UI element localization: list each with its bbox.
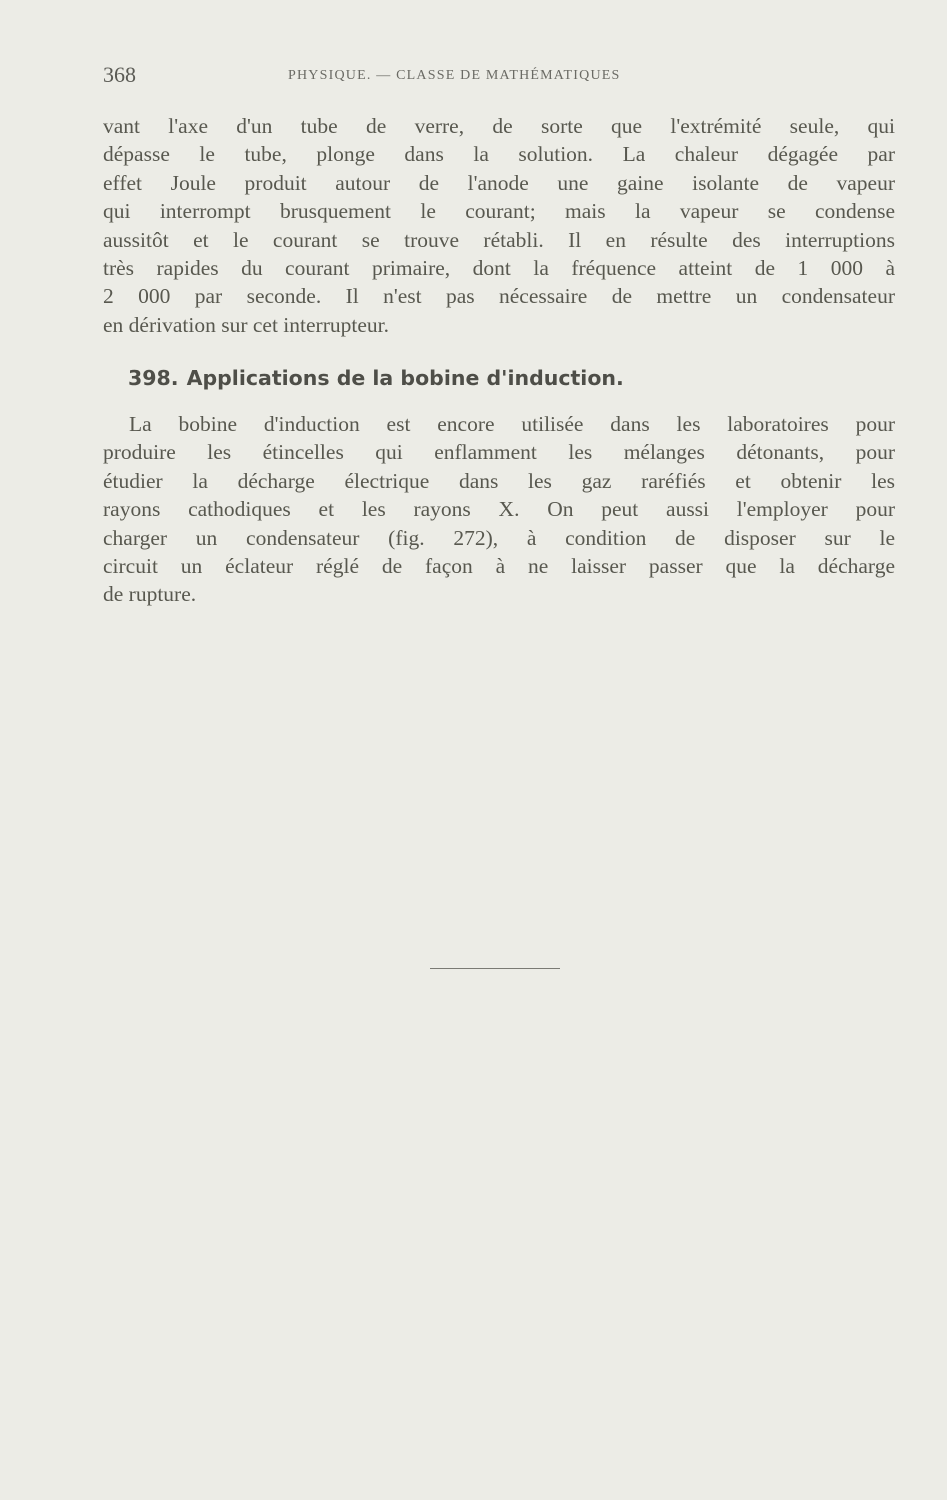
text-line: charger un condensateur (fig. 272), à condition de disposer sur le: [103, 525, 895, 550]
section-title: Applications de la bobine d'induction.: [186, 366, 624, 390]
text-line: vant l'axe d'un tube de verre, de sorte que l'extrémité seule, qui: [103, 114, 895, 138]
text-line: de rupture.: [103, 582, 197, 607]
text-line: circuit un éclateur réglé de façon à ne laisser passer que la décharge: [103, 554, 895, 579]
text-line: aussitôt et le courant se trouve rétabli. Il en résulte des interruptions: [103, 227, 895, 252]
running-head: [103, 62, 898, 92]
text-line: La bobine d'induction est encore utilisée dans les laboratoires pour: [129, 412, 895, 436]
text-line: effet Joule produit autour de l'anode une gaine isolante de vapeur: [103, 170, 895, 195]
chapter-end-rule: [430, 968, 560, 969]
text-line: dépasse le tube, plonge dans la solution. La chaleur dégagée par: [103, 142, 895, 167]
text-line: qui interrompt brusquement le courant; mais la vapeur se condense: [103, 199, 895, 224]
text-line: produire les étincelles qui enflamment les mélanges détonants, pour: [103, 440, 895, 465]
text-line: très rapides du courant primaire, dont la fréquence atteint de 1 000 à: [103, 256, 895, 281]
paragraph-continuation: [103, 112, 895, 339]
text-line: rayons cathodiques et les rayons X. On peut aussi l'employer pour: [103, 497, 895, 522]
page-number: 368: [103, 62, 136, 87]
text-line: 2 000 par seconde. Il n'est pas nécessaire de mettre un condensateur: [103, 284, 895, 309]
section-heading: [128, 366, 624, 390]
text-line: en dérivation sur cet interrupteur.: [103, 312, 389, 337]
section-number: 398.: [128, 366, 179, 390]
running-title: PHYSIQUE. — CLASSE DE MATHÉMATIQUES: [288, 68, 621, 83]
text-line: étudier la décharge électrique dans les gaz raréfiés et obtenir les: [103, 468, 895, 493]
paragraph-applications: [103, 410, 895, 609]
